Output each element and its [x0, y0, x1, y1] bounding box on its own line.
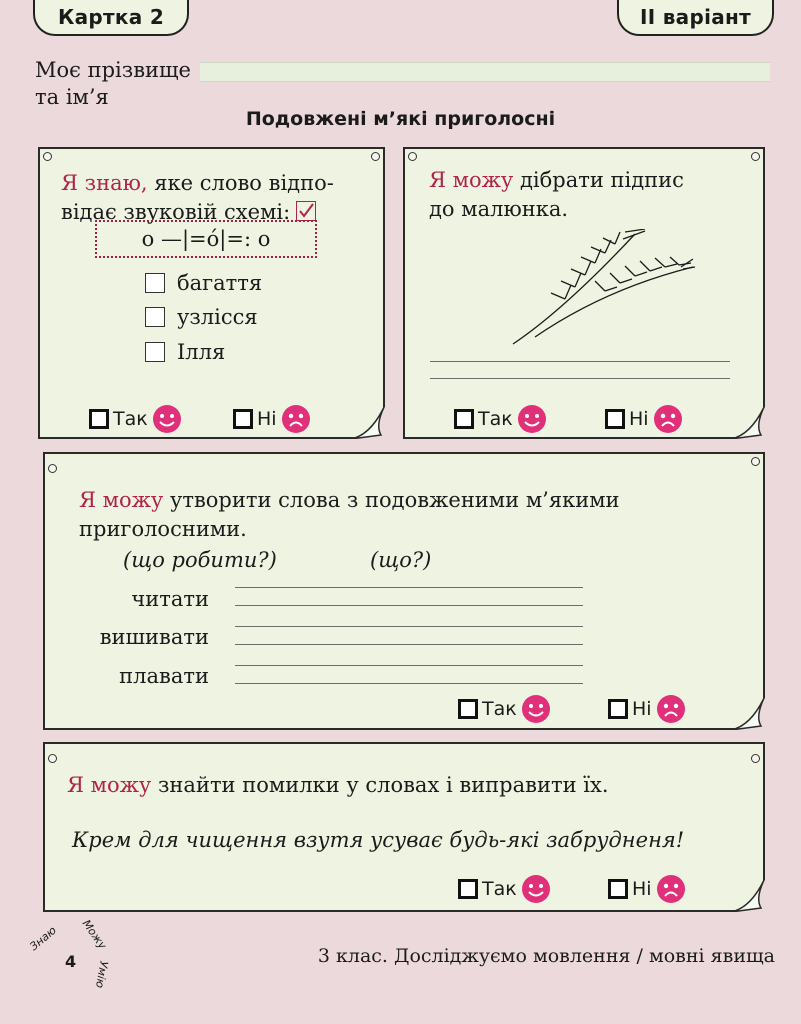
- rating-yes[interactable]: [89, 404, 182, 434]
- card4-accent: Я можу: [67, 773, 152, 797]
- option-row[interactable]: [145, 340, 225, 364]
- card4-task-text: знайти помилки у словах і виправити їх.: [151, 773, 609, 797]
- name-label: [35, 57, 191, 111]
- card-form-words: [43, 452, 765, 730]
- caption-line[interactable]: [430, 361, 730, 362]
- variant-text: ІІ варіант: [639, 5, 752, 29]
- pin-hole: [751, 457, 760, 466]
- card2-task-line2: до малюнка.: [429, 197, 569, 221]
- answer-line[interactable]: [235, 644, 583, 645]
- smile-face-icon: [521, 874, 551, 904]
- rating-yes[interactable]: [458, 874, 551, 904]
- page-curl: [731, 405, 765, 439]
- sad-face-icon: [281, 404, 311, 434]
- card2-task: [429, 166, 749, 224]
- option-label: узлісся: [177, 305, 258, 329]
- yes-label: Так: [478, 408, 513, 430]
- no-label: Ні: [632, 878, 652, 900]
- card2-accent: Я можу: [429, 168, 514, 192]
- option-label: багаття: [177, 271, 263, 295]
- card3-task-line2: приголосними.: [79, 517, 247, 541]
- yes-label: Так: [482, 878, 517, 900]
- rating-no[interactable]: [608, 874, 686, 904]
- option-checkbox[interactable]: [145, 307, 165, 327]
- card3-accent: Я можу: [79, 488, 164, 512]
- seal-word: Умію: [92, 959, 111, 990]
- smile-face-icon: [517, 404, 547, 434]
- pin-hole: [751, 754, 760, 763]
- rating-no[interactable]: [608, 694, 686, 724]
- no-checkbox[interactable]: [608, 699, 628, 719]
- caption-line[interactable]: [430, 378, 730, 379]
- name-label-line2: та ім’я: [35, 85, 109, 109]
- no-checkbox[interactable]: [233, 409, 253, 429]
- name-label-line1: Моє прізвище: [35, 58, 191, 82]
- card-know-scheme: [38, 147, 385, 439]
- page-title: Подовжені м’які приголосні: [245, 108, 556, 130]
- answer-line[interactable]: [235, 665, 583, 666]
- card2-task-line1: дібрати підпис: [513, 168, 684, 192]
- answer-line[interactable]: [235, 587, 583, 588]
- rating-no[interactable]: [233, 404, 311, 434]
- page-curl: [351, 405, 385, 439]
- card-number-badge: [33, 0, 189, 36]
- page-curl: [731, 878, 765, 912]
- card-fix-errors: [43, 742, 765, 912]
- pin-hole: [751, 152, 760, 161]
- card1-task-line2: відає звуковій схемі:: [61, 200, 291, 224]
- rating-yes[interactable]: [458, 694, 551, 724]
- page-curl: [731, 696, 765, 730]
- no-label: Ні: [257, 408, 277, 430]
- word-item: читати: [131, 587, 209, 611]
- answer-line[interactable]: [235, 683, 583, 684]
- answer-line[interactable]: [235, 605, 583, 606]
- card3-task-line1: утворити слова з подовженими м’якими: [163, 488, 620, 512]
- seal-word: Можу: [79, 917, 110, 952]
- pin-hole: [408, 152, 417, 161]
- book-title: 3 клас. Досліджуємо мовлення / мовні явища: [317, 945, 775, 967]
- wheat-ears-icon: [505, 229, 695, 349]
- pin-hole: [43, 152, 52, 161]
- card4-task: [67, 771, 747, 800]
- yes-checkbox[interactable]: [458, 879, 478, 899]
- option-checkbox[interactable]: [145, 273, 165, 293]
- smile-face-icon: [521, 694, 551, 724]
- seal-word: Знаю: [27, 923, 59, 954]
- checkmark-box-icon: [296, 201, 316, 221]
- card-caption-picture: [403, 147, 765, 439]
- pin-hole: [48, 754, 57, 763]
- yes-checkbox[interactable]: [89, 409, 109, 429]
- card3-task: [79, 486, 739, 544]
- card1-task-line1: яке слово відпо-: [147, 171, 334, 195]
- option-checkbox[interactable]: [145, 342, 165, 362]
- name-input-line[interactable]: [200, 62, 770, 82]
- sad-face-icon: [656, 874, 686, 904]
- sound-scheme: о —|=о́|=: о: [95, 220, 317, 258]
- yes-checkbox[interactable]: [458, 699, 478, 719]
- pin-hole: [371, 152, 380, 161]
- variant-badge: [617, 0, 774, 36]
- sad-face-icon: [656, 694, 686, 724]
- no-checkbox[interactable]: [608, 879, 628, 899]
- card1-accent: Я знаю,: [61, 171, 148, 195]
- option-row[interactable]: [145, 305, 258, 329]
- no-label: Ні: [632, 698, 652, 720]
- answer-line[interactable]: [235, 626, 583, 627]
- word-item: плавати: [119, 664, 209, 688]
- question-noun: (що?): [370, 548, 432, 572]
- no-checkbox[interactable]: [605, 409, 625, 429]
- yes-label: Так: [482, 698, 517, 720]
- question-verb: (що робити?): [123, 548, 277, 572]
- smile-face-icon: [152, 404, 182, 434]
- yes-checkbox[interactable]: [454, 409, 474, 429]
- page-number: 4: [65, 952, 77, 971]
- card-number-text: Картка 2: [57, 5, 165, 29]
- sad-face-icon: [653, 404, 683, 434]
- option-label: Ілля: [177, 340, 226, 364]
- no-label: Ні: [629, 408, 649, 430]
- error-sentence: Крем для чищення взутя усуває будь-які забрудненя!: [72, 828, 685, 852]
- yes-label: Так: [113, 408, 148, 430]
- rating-no[interactable]: [605, 404, 683, 434]
- pin-hole: [48, 464, 57, 473]
- rating-yes[interactable]: [454, 404, 547, 434]
- card1-task: [61, 169, 371, 227]
- word-item: вишивати: [99, 625, 209, 649]
- option-row[interactable]: [145, 271, 262, 295]
